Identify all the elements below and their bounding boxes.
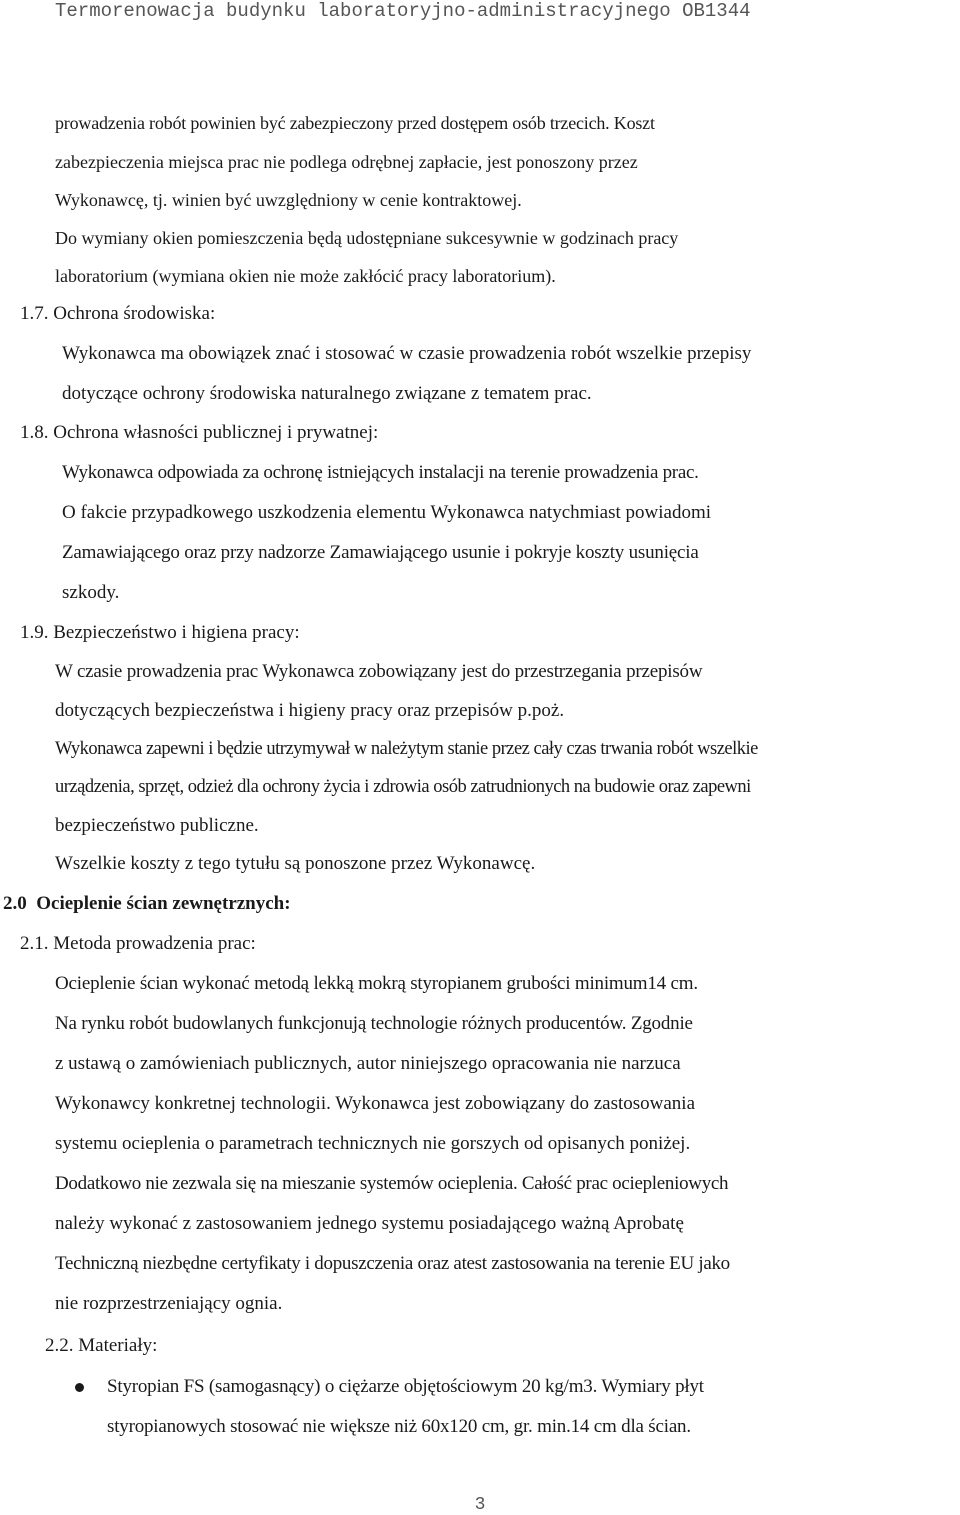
- paragraph-line: O fakcie przypadkowego uszkodzenia elementu Wykonawca natychmiast powiadomi: [62, 502, 712, 523]
- section-heading: 1.9. Bezpieczeństwo i higiena pracy:: [20, 622, 300, 643]
- bullet-item-line: styropianowych stosować nie większe niż 60x120 cm, gr. min.14 cm dla ścian.: [107, 1416, 691, 1437]
- paragraph-line: Dodatkowo nie zezwala się na mieszanie systemów ocieplenia. Całość prac ociepleniowych: [55, 1173, 729, 1194]
- paragraph-line: Techniczną niezbędne certyfikaty i dopuszczenia oraz atest zastosowania na terenie EU jako: [55, 1253, 730, 1274]
- document-header: Termorenowacja budynku laboratoryjno-administracyjnego OB1344: [55, 0, 751, 22]
- paragraph-line: dotyczące ochrony środowiska naturalnego związane z tematem prac.: [62, 383, 592, 404]
- paragraph-line: nie rozprzestrzeniający ognia.: [55, 1293, 283, 1314]
- paragraph-line: dotyczących bezpieczeństwa i higieny pracy oraz przepisów p.poż.: [55, 700, 565, 721]
- paragraph-line: bezpieczeństwo publiczne.: [55, 815, 259, 836]
- section-heading: 2.1. Metoda prowadzenia prac:: [20, 933, 256, 954]
- paragraph-line: należy wykonać z zastosowaniem jednego systemu posiadającego ważną Aprobatę: [55, 1213, 684, 1234]
- paragraph-line: Wykonawcy konkretnej technologii. Wykonawca jest zobowiązany do zastosowania: [55, 1093, 695, 1114]
- paragraph-line: Na rynku robót budowlanych funkcjonują technologie różnych producentów. Zgodnie: [55, 1013, 693, 1034]
- bullet-item-line: Styropian FS (samogasnący) o ciężarze objętościowym 20 kg/m3. Wymiary płyt: [107, 1376, 704, 1397]
- paragraph-line: Wykonawca zapewni i będzie utrzymywał w należytym stanie przez cały czas trwania robót wszelkie: [55, 739, 758, 759]
- paragraph-line: urządzenia, sprzęt, odzież dla ochrony życia i zdrowia osób zatrudnionych na budowie oraz zapewni: [55, 777, 751, 797]
- paragraph-line: Wykonawca odpowiada za ochronę istniejących instalacji na terenie prowadzenia prac.: [62, 462, 699, 483]
- paragraph-line: Zamawiającego oraz przy nadzorze Zamawiającego usunie i pokryje koszty usunięcia: [62, 542, 699, 563]
- section-heading: 1.7. Ochrona środowiska:: [20, 303, 216, 324]
- paragraph-line: Wszelkie koszty z tego tytułu są ponoszone przez Wykonawcę.: [55, 853, 536, 874]
- paragraph-line: Wykonawcę, tj. winien być uwzględniony w cenie kontraktowej.: [55, 190, 522, 210]
- paragraph-line: systemu ocieplenia o parametrach technicznych nie gorszych od opisanych poniżej.: [55, 1133, 691, 1154]
- paragraph-line: szkody.: [62, 582, 120, 603]
- section-heading: 2.2. Materiały:: [45, 1335, 158, 1356]
- paragraph-line: Wykonawca ma obowiązek znać i stosować w czasie prowadzenia robót wszelkie przepisy: [62, 343, 752, 364]
- paragraph-line: laboratorium (wymiana okien nie może zakłócić pracy laboratorium).: [55, 266, 556, 286]
- bullet-dot-icon: [75, 1383, 84, 1392]
- page-number: 3: [474, 1495, 486, 1515]
- paragraph-line: prowadzenia robót powinien być zabezpieczony przed dostępem osób trzecich. Koszt: [55, 113, 655, 133]
- section-heading: 1.8. Ochrona własności publicznej i prywatnej:: [20, 422, 379, 443]
- paragraph-line: Ocieplenie ścian wykonać metodą lekką mokrą styropianem grubości minimum14 cm.: [55, 973, 698, 994]
- chapter-heading: 2.0 Ocieplenie ścian zewnętrznych:: [3, 893, 291, 914]
- paragraph-line: z ustawą o zamówieniach publicznych, autor niniejszego opracowania nie narzuca: [55, 1053, 681, 1074]
- paragraph-line: zabezpieczenia miejsca prac nie podlega odrębnej zapłacie, jest ponoszony przez: [55, 152, 638, 172]
- paragraph-line: W czasie prowadzenia prac Wykonawca zobowiązany jest do przestrzegania przepisów: [55, 661, 703, 682]
- paragraph-line: Do wymiany okien pomieszczenia będą udostępniane sukcesywnie w godzinach pracy: [55, 228, 679, 248]
